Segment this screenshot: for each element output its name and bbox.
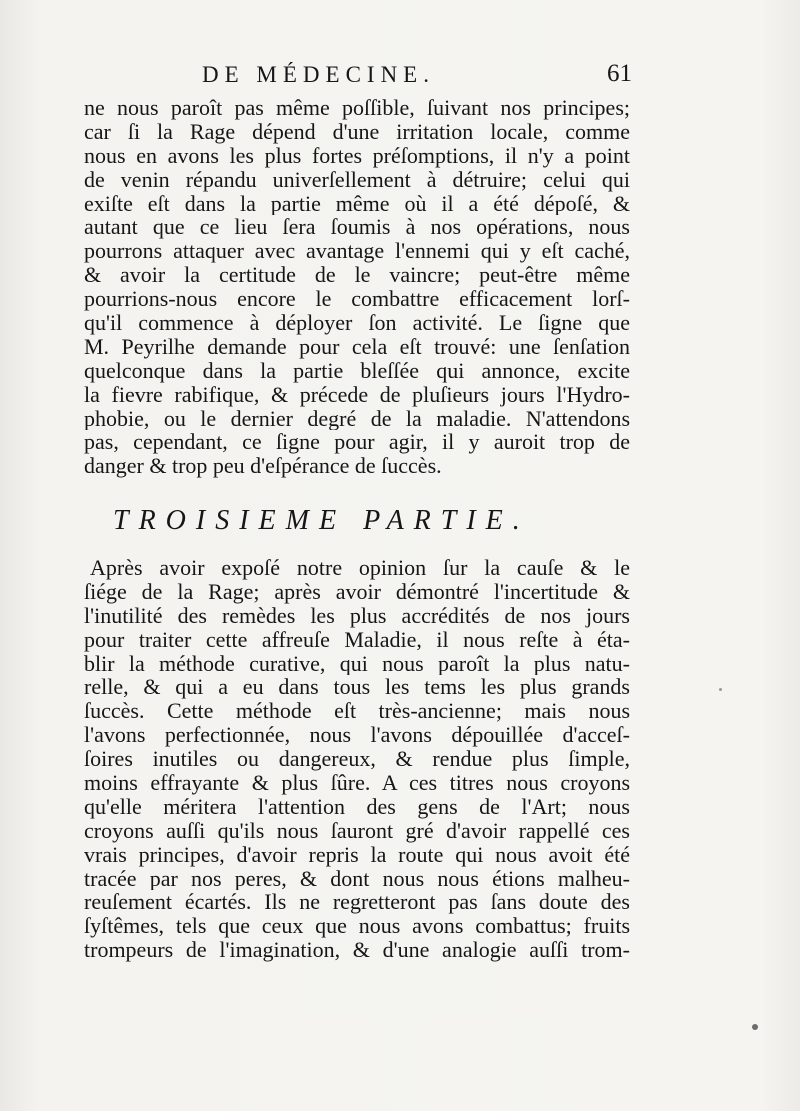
text-line: danger & trop peu d'eſpérance de ſuccès. <box>84 454 442 479</box>
text-line: croyons auſſi qu'ils nous ſauront gré d'avoir rappellé ces <box>84 818 630 843</box>
text-line: ſuccès. Cette méthode eſt très-ancienne; mais nous <box>84 699 630 724</box>
running-head: DE MÉDECINE. <box>202 62 435 87</box>
text-line: pour traiter cette affreuſe Maladie, il nous reſte à éta- <box>84 627 630 652</box>
text-line: blir la méthode curative, qui nous paroît la plus natu- <box>84 651 630 676</box>
text-line: M. Peyrilhe demande pour cela eſt trouvé: une ſenſation <box>84 334 630 359</box>
text-line: nous en avons les plus fortes préſomptions, il n'y a point <box>84 143 630 168</box>
text-line: ſiége de la Rage; après avoir démontré l'incertitude & <box>84 579 630 604</box>
text-line: Après avoir expoſé notre opinion ſur la cauſe & le <box>90 556 630 580</box>
text-line: pourrons attaquer avec avantage l'ennemi qui y eſt caché, <box>84 239 630 264</box>
paragraph-body <box>84 556 630 962</box>
text-line: qu'elle méritera l'attention des gens de l'Art; nous <box>84 794 630 819</box>
text-line: ne nous paroît pas même poſſible, ſuivant nos principes; <box>84 96 630 120</box>
text-line: phobie, ou le dernier degré de la maladie. N'attendons <box>84 406 630 431</box>
text-line: l'avons perfectionnée, nous l'avons dépouillée d'acceſ- <box>84 723 630 748</box>
page-number: 61 <box>607 60 632 87</box>
text-line: quelconque dans la partie bleſſée qui annonce, excite <box>84 358 630 383</box>
text-line: trompeurs de l'imagination, & d'une analogie auſſi trom- <box>84 938 630 963</box>
text-line: reuſement écartés. Ils ne regretteront pas ſans doute des <box>84 890 630 915</box>
text-line: ſoires inutiles ou dangereux, & rendue plus ſimple, <box>84 747 630 772</box>
text-line: & avoir la certitude de le vaincre; peut-être même <box>84 263 630 288</box>
text-line: l'inutilité des remèdes les plus accrédités de nos jours <box>84 603 630 628</box>
text-line: relle, & qui a eu dans tous les tems les plus grands <box>84 675 630 700</box>
text-line: qu'il commence à déployer ſon activité. Le ſigne que <box>84 311 630 335</box>
text-line: exiſte eſt dans la partie même où il a été dépoſé, & <box>84 191 630 216</box>
text-line: la fievre rabifique, & précede de pluſieurs jours l'Hydro- <box>84 382 630 407</box>
text-line: de venin répandu univerſellement à détruire; celui qui <box>84 167 630 192</box>
text-line: pas, cependant, ce ſigne pour agir, il y auroit trop de <box>84 430 630 455</box>
paragraph-continuation <box>84 96 630 478</box>
text-line: vrais principes, d'avoir repris la route qui nous avoit été <box>84 842 630 867</box>
text-line: ſyſtêmes, tels que ceux que nous avons combattus; fruits <box>84 914 630 939</box>
text-line: tracée par nos peres, & dont nous nous étions malheu- <box>84 866 630 891</box>
text-line: moins effrayante & plus ſûre. A ces titres nous croyons <box>84 771 630 795</box>
page-header <box>90 62 630 92</box>
paper-speck <box>719 688 722 691</box>
text-line: pourrions-nous encore le combattre efficacement lorſ- <box>84 287 630 312</box>
paper-speck <box>752 1024 758 1030</box>
text-line: car ſi la Rage dépend d'une irritation locale, comme <box>84 119 630 144</box>
text-line: autant que ce lieu ſera ſoumis à nos opérations, nous <box>84 215 630 240</box>
section-title: TROISIEME PARTIE. <box>113 505 530 536</box>
